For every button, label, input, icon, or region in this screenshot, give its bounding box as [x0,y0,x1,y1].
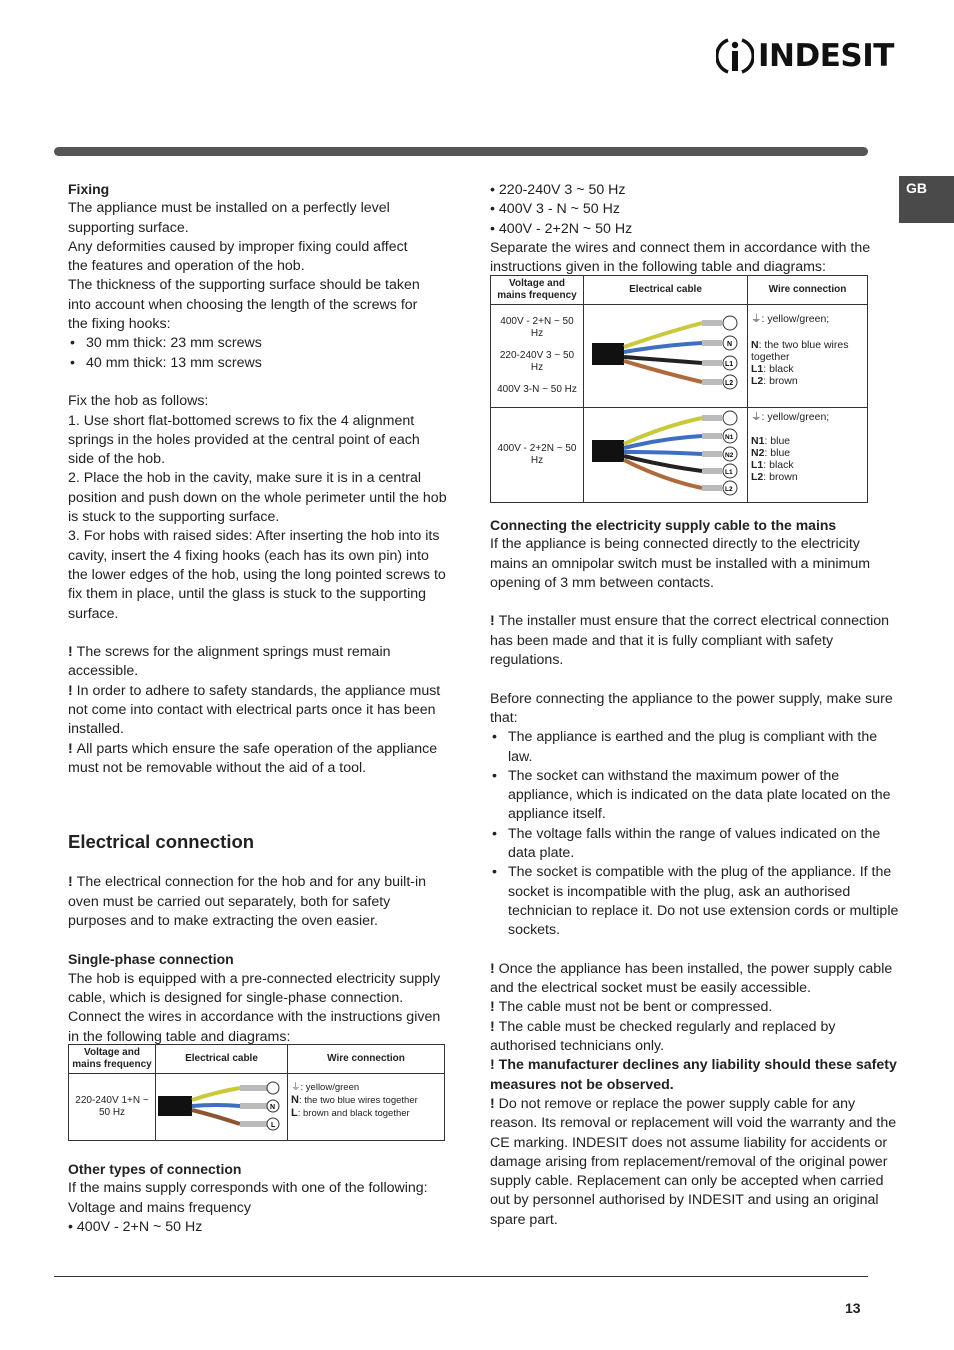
indesit-logo [716,36,894,76]
brand-mark-icon [716,36,754,76]
single-phase-heading: Single-phase connection [68,951,234,968]
electrical-heading: Electrical connection [68,831,255,852]
warning-text: ! In order to adhere to safety standards, the appliance must not come into contact with electrical parts once it has been installed. [68,682,441,738]
warning-text: ! All parts which ensure the safe operation of the appliance must not be removable without the aid of a tool. [68,740,438,776]
warning-text: ! Once the appliance has been installed, the power supply cable and the electrical socket must be easily accessible. [490,960,893,997]
list-item: • The appliance is earthed and the plug is compliant with the law. [490,728,900,767]
voltage-option: • 220-240V 3 ~ 50 Hz [490,182,626,198]
svg-text:L1: L1 [725,469,733,476]
table-header: Wire connection [288,1045,445,1074]
cable-diagram [156,1074,281,1136]
warning-text: ! The installer must ensure that the correct electrical connection has been made and that it is fully compliant with safety regulations. [490,613,890,669]
other-heading: Other types of connection [68,1161,242,1177]
table-header: Voltage and mains frequency [69,1045,156,1074]
warning-text: ! The electrical connection for the hob and for any built-in oven must be carried out separately, both for safety purposes and to make extracting the oven easier. [68,874,427,929]
svg-text:N: N [270,1104,276,1111]
svg-text:L2: L2 [725,486,733,493]
separate-text: Separate the wires and connect them in accordance with the instructions given in the following table and diagrams: [490,239,871,276]
table-header: Electrical cable [156,1045,288,1074]
cable-diagram-cell [156,1074,288,1141]
voltage-cell: 400V - 2+N ~ 50 Hz 220-240V 3 ~ 50 Hz 400V 3-N ~ 50 Hz [491,305,584,408]
electrical-section [68,830,448,1047]
multi-phase-table [490,275,868,503]
svg-text:L2: L2 [725,380,734,387]
other-subtext: Voltage and mains frequency [68,1199,251,1216]
fixing-line: The appliance must be installed on a perfectly level [68,200,390,217]
single-phase-text: The hob is equipped with a pre-connected electricity supply cable, which is designed for single-phase connection. Connect the wires in accordance with the instructions given in the following table and diagrams: [68,970,441,1045]
cable-diagram [584,408,741,498]
table-header: Voltage and mains frequency [491,276,584,305]
language-tab: GB [899,176,954,223]
fixing-line: the fixing hooks: [68,316,171,333]
mains-text: If the appliance is being connected directly to the electricity mains an omnipolar switch must be installed with a minimum opening of 3 mm between contacts. [490,536,871,591]
single-phase-table [68,1044,445,1141]
warning-text: ! The cable must be checked regularly and replaced by authorised technicians only. [490,1018,836,1055]
cable-diagram-cell [584,305,748,408]
earth-icon: ⏚ [291,1082,301,1093]
fixing-line: the features and operation of the hob. [68,258,305,275]
warning-text: ! Do not remove or replace the power supply cable for any reason. Its removal or replacement will void the warranty and the CE marking. INDESIT does not assume liability for accidents or damage arising from replacement/removal of the original power supply cable. Replacement can only be accepted when carried out by personnel authorised by INDESIT and using an original spare part. [490,1095,897,1228]
earth-icon: ⏚ [751,411,762,423]
svg-text:N2: N2 [725,452,734,459]
list-item: • The socket can withstand the maximum power of the appliance, which is indicated on the data plate located on the appliance itself. [490,767,900,825]
svg-text:L: L [271,1122,276,1129]
footer-rule [54,1276,868,1277]
fixing-line: supporting surface. [68,219,189,236]
svg-text:N1: N1 [725,434,734,441]
list-item: • 40 mm thick: 13 mm screws [68,354,448,373]
cable-diagram-cell [584,408,748,503]
fixing-line: The thickness of the supporting surface should be taken [68,277,420,294]
voltage-cell: 400V - 2+2N ~ 50 Hz [491,408,584,503]
list-item: • The socket is compatible with the plug of the appliance. If the socket is incompatible with the plug, ask an authorised technician to replace it. Do not use extension cords or multiple sockets. [490,863,900,940]
before-text: Before connecting the appliance to the power supply, make sure that: [490,690,893,726]
voltage-cell: 220-240V 1+N ~ 50 Hz [69,1074,156,1141]
voltage-option: • 400V 3 - N ~ 50 Hz [490,201,620,218]
mains-heading: Connecting the electricity supply cable to the mains [490,517,837,533]
list-item: • The voltage falls within the range of values indicated on the data plate. [490,825,900,864]
step-text: 3. For hobs with raised sides: After inserting the hob into its cavity, insert the 4 fixing hooks (each has its own pin) into the lower edges of the hob, using the long pointed screws to fix them in place, until the glass is stuck to the supporting surface. [68,528,446,622]
right-column-body [490,516,900,1230]
fixing-heading: Fixing [68,181,110,197]
earth-icon: ⏚ [751,313,762,325]
table-header: Wire connection [748,276,868,305]
other-item: • 400V - 2+N ~ 50 Hz [68,1218,203,1235]
warning-text: ! The screws for the alignment springs must remain accessible. [68,644,391,680]
list-item: • 30 mm thick: 23 mm screws [68,334,448,353]
left-column [68,180,448,778]
liability-text: ! The manufacturer declines any liability should these safety measures not be observed. [490,1057,897,1093]
header-rule [54,147,868,156]
other-text: If the mains supply corresponds with one of the following: [68,1180,428,1197]
right-column-top [490,181,885,277]
page-number: 13 [845,1300,861,1316]
table-header: Electrical cable [584,276,748,305]
wire-connection-cell: ⏚: yellow/green; N: the two blue wires together L1: black L2: brown [748,305,868,408]
svg-text:N: N [727,341,733,348]
fixing-line: Any deformities caused by improper fixing could affect [68,238,408,255]
warning-text: ! The cable must not be bent or compressed. [490,999,773,1016]
step-text: 2. Place the hob in the cavity, make sure it is in a central position and push down on the whole perimeter until the hob is stuck to the supporting surface. [68,470,447,526]
fixing-line: into account when choosing the length of the screws for [68,296,418,313]
other-connection-section [68,1160,448,1237]
screw-list [68,334,448,373]
step-text: 1. Use short flat-bottomed screws to fix the 4 alignment springs in the holes provided at the central point of each side of the hob. [68,412,420,468]
cable-diagram [584,305,741,403]
checks-list [490,728,900,940]
steps-intro: Fix the hob as follows: [68,393,209,410]
wire-connection-cell: ⏚: yellow/green N: the two blue wires together L: brown and black together [288,1074,445,1141]
wire-connection-cell: ⏚: yellow/green; N1: blue N2: blue L1: black L2: brown [748,408,868,503]
brand-name: INDESIT [758,38,894,74]
voltage-option: • 400V - 2+2N ~ 50 Hz [490,220,633,237]
svg-text:L1: L1 [725,361,734,368]
